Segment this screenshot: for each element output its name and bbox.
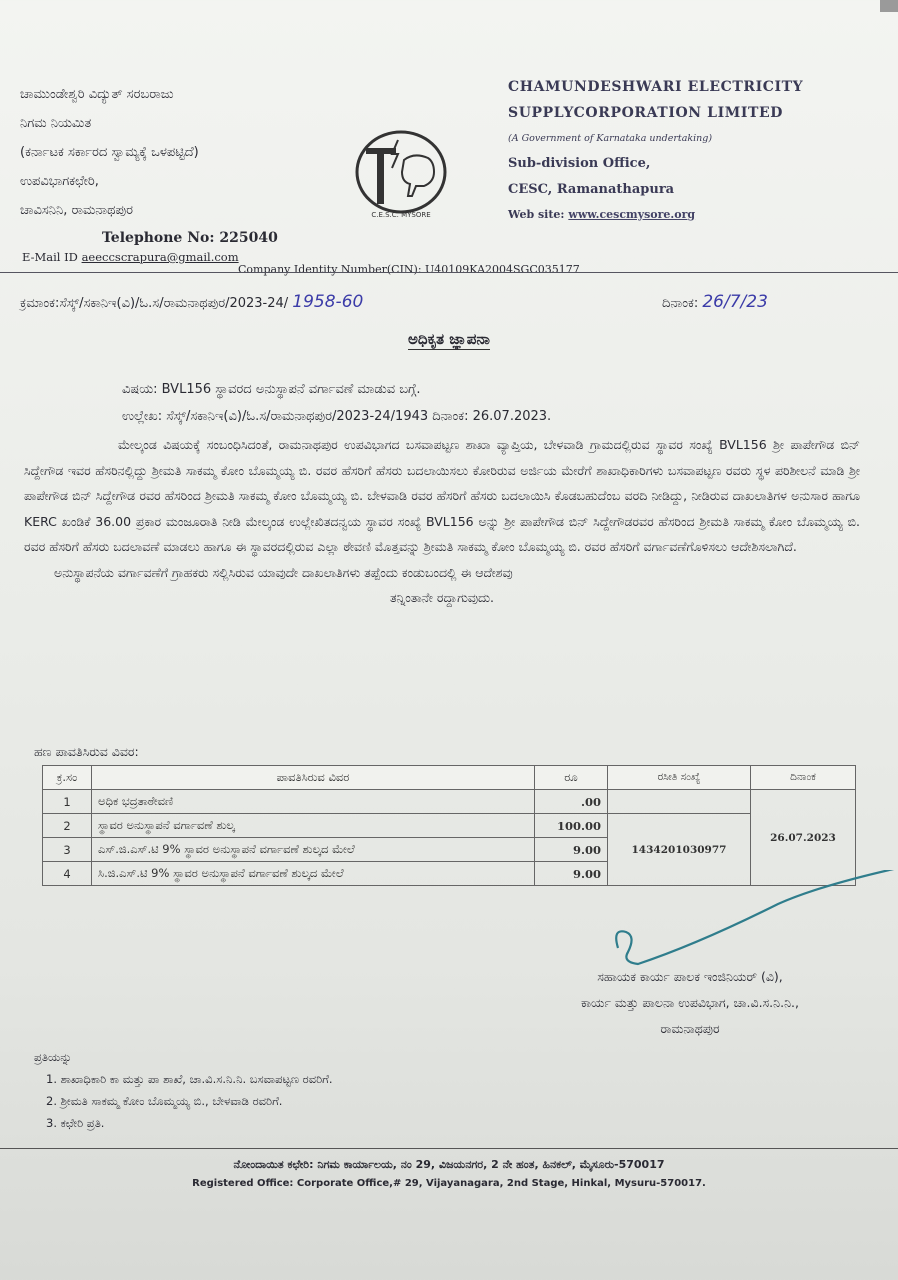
column-header: ರಸೀತಿ ಸಂಖ್ಯೆ (608, 766, 751, 790)
letterhead-left-line: ಉಪವಿಭಾಗಕಛೇರಿ, (20, 174, 99, 189)
signatory-office: ಕಾರ್ಯ ಮತ್ತು ಪಾಲನಾ ಉಪವಿಭಾಗ, ಚಾ.ವಿ.ಸ.ನಿ.ನಿ., (581, 995, 799, 1010)
table-header-row (43, 766, 856, 790)
body-paragraph: ಅನುಸ್ಥಾಪನೆಯ ವರ್ಗಾವಣೆಗೆ ಗ್ರಾಹಕರು ಸಲ್ಲಿಸಿರುವ ಯಾವುದೇ ದಾಖಲಾತಿಗಳು ತಪ್ಪೆಂದು ಕಂಡುಬಂದಲ್ಲಿ ಈ ಆದೇಶವು (54, 564, 513, 580)
company-name-line1: CHAMUNDESHWARI ELECTRICITY (508, 79, 804, 95)
logo-text: C.E.S.C. MYSORE (371, 211, 431, 219)
body-text (24, 432, 860, 611)
website-label: Web site: (508, 207, 565, 221)
body-paragraph: ಮೇಲ್ಕಂಡ ವಿಷಯಕ್ಕೆ ಸಂಬಂಧಿಸಿದಂತೆ, ರಾಮನಾಥಪುರ ಉಪವಿಭಾಗದ ಬಸವಾಪಟ್ಟಣ ಶಾಖಾ ವ್ಯಾಪ್ತಿಯ, ಬೇಳವಾಡಿ ಗ್ರಾಮದಲ್ಲಿರುವ ಸ್ಥಾವರ ಸಂಖ್ಯೆ BVL156 ಶ್ರೀ ಪಾಪೇಗೌಡ ಬಿನ್ ಸಿದ್ದೇಗೌಡ ಇವರ ಹೆಸರಿನಲ್ಲಿದ್ದು ಶ್ರೀಮತಿ ಸಾಕಮ್ಮ ಕೋಂ ಬೊಮ್ಮಯ್ಯ ಬಿ. ರವರ ಹೆಸರಿಗೆ ಹೆಸರು ಬದಲಾಯಿಸಲು ಕೋರಿರುವ ಅರ್ಜಿಯ ಮೇರೆಗೆ ಶಾಖಾಧಿಕಾರಿಗಳು ಬಸವಾಪಟ್ಟಣ ರವರು ಸ್ಥಳ ಪರಿಶೀಲನೆ ಮಾಡಿ ಶ್ರೀ ಪಾಪೇಗೌಡ ಬಿನ್ ಸಿದ್ದೇಗೌಡ ರವರ ಹೆಸರಿಂದ ಶ್ರೀಮತಿ ಸಾಕಮ್ಮ ಕೋಂ ಬೊಮ್ಮಯ್ಯ ಬಿ. ಬೇಳವಾಡಿ ರವರ ಹೆಸರಿಗೆ ಹೆಸರು ಬದಲಾಯಿಸಿ ಕೊಡಬಹುದೆಂಬ ವರದಿ ನೀಡಿದ್ದು, ನೀಡಿರುವ ದಾಖಲಾತಿಗಳ ಅನುಸಾರ ಹಾಗೂ KERC ಖಂಡಿಕೆ 36.00 ಪ್ರಕಾರ ಮಂಜೂರಾತಿ ನೀಡಿ ಮೇಲ್ಕಂಡ ಉಲ್ಲೇಖಿತದನ್ವಯ ಸ್ಥಾವರ ಸಂಖ್ಯೆ BVL156 ಅನ್ನು ಶ್ರೀ ಪಾಪೇಗೌಡ ಬಿನ್ ಸಿದ್ದೇಗೌಡರವರ ಹೆಸರಿಂದ ಶ್ರೀಮತಿ ಸಾಕಮ್ಮ ಕೋಂ ಬೊಮ್ಮಯ್ಯ ಬಿ. ರವರ ಹೆಸರಿಗೆ ಹೆಸರು ಬದಲಾವಣೆ ಮಾಡಲು ಹಾಗೂ ಈ ಸ್ಥಾವರದಲ್ಲಿರುವ ಎಲ್ಲಾ ಠೇವಣಿ ಮೊತ್ತವನ್ನು ಶ್ರೀಮತಿ ಸಾಕಮ್ಮ ಕೋಂ ಬೊಮ್ಮಯ್ಯ ಬಿ. ರವರ ಹೆಸರಿಗೆ ವರ್ಗಾವಣೆಗೊಳಿಸಲು ಆದೇಶಿಸಲಾಗಿದೆ. (24, 437, 860, 554)
header-divider (0, 272, 898, 273)
letterhead-left-line: ಚಾವಿಸನಿನಿ, ರಾಮನಾಥಪುರ (20, 203, 133, 218)
email-line (22, 250, 239, 264)
reference-prefix: ಕ್ರಮಾಂಕ:ಸೆಸ್ಕ್/ಸಕಾನಿಇ(ವಿ)/ಓ.ಸ/ರಾಮನಾಥಪುರ/2023-24/ (20, 296, 289, 311)
letterhead-left-line: (ಕರ್ನಾಟಕ ಸರ್ಕಾರದ ಸ್ವಾಮ್ಯಕ್ಕೆ ಒಳಪಟ್ಟಿದೆ) (20, 145, 199, 160)
cesc-logo (346, 120, 456, 220)
row-amount: 9.00 (535, 838, 608, 862)
letterhead-left (20, 88, 199, 233)
subject-line: ವಿಷಯ: BVL156 ಸ್ಥಾವರದ ಅನುಸ್ಥಾಪನೆ ವರ್ಗಾವಣೆ ಮಾಡುವ ಬಗ್ಗೆ. (122, 382, 421, 397)
column-header: ಪಾವತಿಸಿರುವ ವಿವರ (92, 766, 535, 790)
row-description: ಸಿ.ಜಿ.ಎಸ್.ಟಿ 9% ಸ್ಥಾವರ ಅನುಸ್ಥಾಪನೆ ವರ್ಗಾವಣೆ ಶುಲ್ಕದ ಮೇಲೆ (92, 862, 535, 886)
receipt-cell-empty (608, 790, 751, 814)
row-description: ಅಧಿಕ ಭದ್ರತಾಠೇವಣಿ (92, 790, 535, 814)
website-line (508, 209, 803, 220)
page-corner-shadow (880, 0, 898, 12)
company-tagline: (A Government of Karnataka undertaking) (508, 133, 713, 144)
letterhead-left-line: ಚಾಮುಂಡೇಶ್ವರಿ ವಿದ್ಯುತ್ ಸರಬರಾಜು (20, 87, 174, 102)
fees-label: ಹಣ ಪಾವತಿಸಿರುವ ವಿವರ: (34, 744, 139, 759)
copies-item: 1. ಶಾಖಾಧಿಕಾರಿ ಕಾ ಮತ್ತು ಪಾ ಶಾಖೆ, ಚಾ.ವಿ.ಸ.ನಿ.ನಿ. ಬಸವಾಪಟ್ಟಣ ರವರಿಗೆ. (46, 1072, 333, 1086)
reference-number-line (20, 292, 363, 312)
copies-item: 2. ಶ್ರೀಮತಿ ಸಾಕಮ್ಮ ಕೋಂ ಬೊಮ್ಮಯ್ಯ ಬಿ., ಬೇಳವಾಡಿ ರವರಿಗೆ. (46, 1094, 283, 1108)
receipt-number-cell: 1434201030977 (608, 814, 751, 886)
signature-block (500, 964, 880, 1042)
office-line: Sub-division Office, (508, 155, 651, 171)
column-header: ಕ್ರ.ಸಂ (43, 766, 92, 790)
reference-line: ಉಲ್ಲೇಖ: ಸೆಸ್ಕ್/ಸಕಾನಿಇ(ವಿ)/ಓ.ಸ/ರಾಮನಾಥಪುರ/2023-24/1943 ದಿನಾಂಕ: 26.07.2023. (122, 409, 552, 424)
document-title (0, 330, 898, 348)
copies-section (34, 1046, 333, 1134)
company-cin: Company Identity Number(CIN): U40109KA2004SGC035177 (238, 263, 580, 276)
row-number: 2 (43, 814, 92, 838)
letterhead-left-line: ನಿಗಮ ನಿಯಮಿತ (20, 116, 92, 131)
title-text: ಅಧಿಕೃತ ಜ್ಞಾಪನಾ (408, 330, 490, 348)
telephone: Telephone No: 225040 (102, 230, 278, 246)
date-label: ದಿನಾಂಕ: (662, 296, 699, 311)
website-link[interactable]: www.cescmysore.org (568, 207, 696, 221)
column-header: ದಿನಾಂಕ (751, 766, 856, 790)
footer-english: Registered Office: Corporate Office,# 29, Vijayanagara, 2nd Stage, Hinkal, Mysuru-570017. (192, 1178, 706, 1189)
fees-table (42, 765, 856, 886)
row-amount: 100.00 (535, 814, 608, 838)
table-row (43, 814, 856, 838)
handwritten-number: 1958-60 (292, 292, 364, 312)
body-paragraph: ತನ್ನಿಂತಾನೇ ರದ್ದಾಗುವುದು. (389, 590, 495, 605)
handwritten-date: 26/7/23 (702, 292, 768, 312)
row-number: 3 (43, 838, 92, 862)
signatory-place: ರಾಮನಾಥಪುರ (660, 1021, 720, 1036)
row-description: ಸ್ಥಾವರ ಅನುಸ್ಥಾಪನೆ ವರ್ಗಾವಣೆ ಶುಲ್ಕ (92, 814, 535, 838)
column-header: ರೂ (535, 766, 608, 790)
office-location: CESC, Ramanathapura (508, 181, 675, 197)
date-cell: 26.07.2023 (751, 790, 856, 886)
signatory-designation: ಸಹಾಯಕ ಕಾರ್ಯ ಪಾಲಕ ಇಂಜಿನಿಯರ್ (ವಿ), (597, 969, 783, 984)
row-number: 4 (43, 862, 92, 886)
email-label: E-Mail ID (22, 250, 78, 264)
row-number: 1 (43, 790, 92, 814)
copies-label: ಪ್ರತಿಯನ್ನು (34, 1050, 72, 1064)
row-amount: 9.00 (535, 862, 608, 886)
footer-divider (0, 1148, 898, 1149)
copies-item: 3. ಕಛೇರಿ ಪ್ರತಿ. (46, 1116, 105, 1130)
row-description: ಎಸ್.ಜಿ.ಎಸ್.ಟಿ 9% ಸ್ಥಾವರ ಅನುಸ್ಥಾಪನೆ ವರ್ಗಾವಣೆ ಶುಲ್ಕದ ಮೇಲೆ (92, 838, 535, 862)
email-link[interactable]: aeeccscrapura@gmail.com (81, 250, 239, 264)
letterhead-right (508, 80, 803, 220)
company-name-line2: SUPPLYCORPORATION LIMITED (508, 105, 783, 121)
row-amount: .00 (535, 790, 608, 814)
table-row (43, 790, 856, 814)
footer-kannada: ನೋಂದಾಯಿತ ಕಛೇರಿ: ನಿಗಮ ಕಾರ್ಯಾಲಯ, ನಂ 29, ವಿಜಯನಗರ, 2 ನೇ ಹಂತ, ಹಿನಕಲ್, ಮೈಸೂರು-570017 (233, 1158, 665, 1171)
date-line (662, 292, 768, 312)
